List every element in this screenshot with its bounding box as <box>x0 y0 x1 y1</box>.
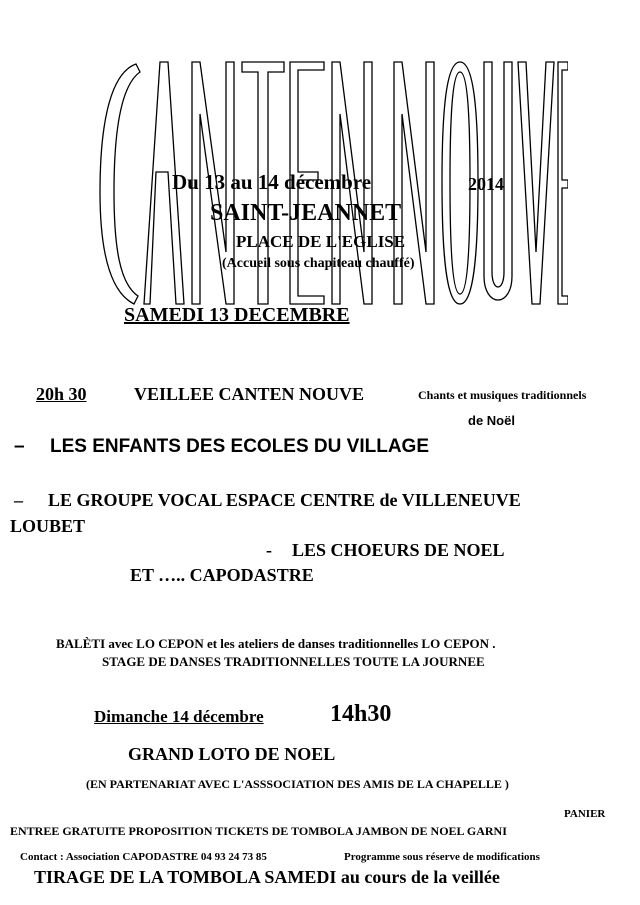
contact-line: Contact : Association CAPODASTRE 04 93 24 73 85 <box>20 851 267 863</box>
entry-line: ENTREE GRATUITE PROPOSITION TICKETS DE TOMBOLA JAMBON DE NOEL GARNI <box>10 824 507 838</box>
panier-label: PANIER <box>564 808 606 820</box>
capodastre: ET ….. CAPODASTRE <box>130 565 314 585</box>
saturday-event: VEILLEE CANTEN NOUVE <box>134 384 365 404</box>
choirs-dash: - <box>266 540 272 560</box>
sunday-event: GRAND LOTO DE NOEL <box>128 744 336 764</box>
sunday-time: 14h30 <box>330 701 392 727</box>
shelter-note: (Accueil sous chapiteau chauffé) <box>222 256 415 271</box>
saturday-event-note: Chants et musiques traditionnels <box>418 388 587 402</box>
performer-vocal-group-cont: LOUBET <box>10 516 86 536</box>
town-name: SAINT-JEANNET <box>210 200 402 226</box>
venue: PLACE DE L'EGLISE <box>236 232 406 251</box>
event-year: 2014 <box>468 174 504 194</box>
saturday-event-note-2: de Noël <box>468 413 515 428</box>
saturday-time: 20h 30 <box>36 384 87 404</box>
performer-dash-2: – <box>14 490 23 510</box>
dance-workshop-line: STAGE DE DANSES TRADITIONNELLES TOUTE LA JOURNEE <box>102 654 485 669</box>
disclaimer: Programme sous réserve de modifications <box>344 851 540 863</box>
event-dates: Du 13 au 14 décembre <box>172 170 372 194</box>
performer-dash-1: – <box>14 436 25 457</box>
performer-vocal-group: LE GROUPE VOCAL ESPACE CENTRE de VILLENEUVE <box>48 490 521 510</box>
baleti-line: BALÈTI avec LO CEPON et les ateliers de danses traditionnelles LO CEPON . <box>56 636 496 651</box>
choirs: LES CHOEURS DE NOEL <box>292 540 505 560</box>
saturday-heading: SAMEDI 13 DECEMBRE <box>124 304 350 326</box>
performer-schools: LES ENFANTS DES ECOLES DU VILLAGE <box>50 436 429 457</box>
raffle-draw: TIRAGE DE LA TOMBOLA SAMEDI au cours de la veillée <box>34 867 500 887</box>
partnership-note: (EN PARTENARIAT AVEC L'ASSSOCIATION DES AMIS DE LA CHAPELLE ) <box>86 777 509 791</box>
sunday-heading: Dimanche 14 décembre <box>94 707 264 726</box>
